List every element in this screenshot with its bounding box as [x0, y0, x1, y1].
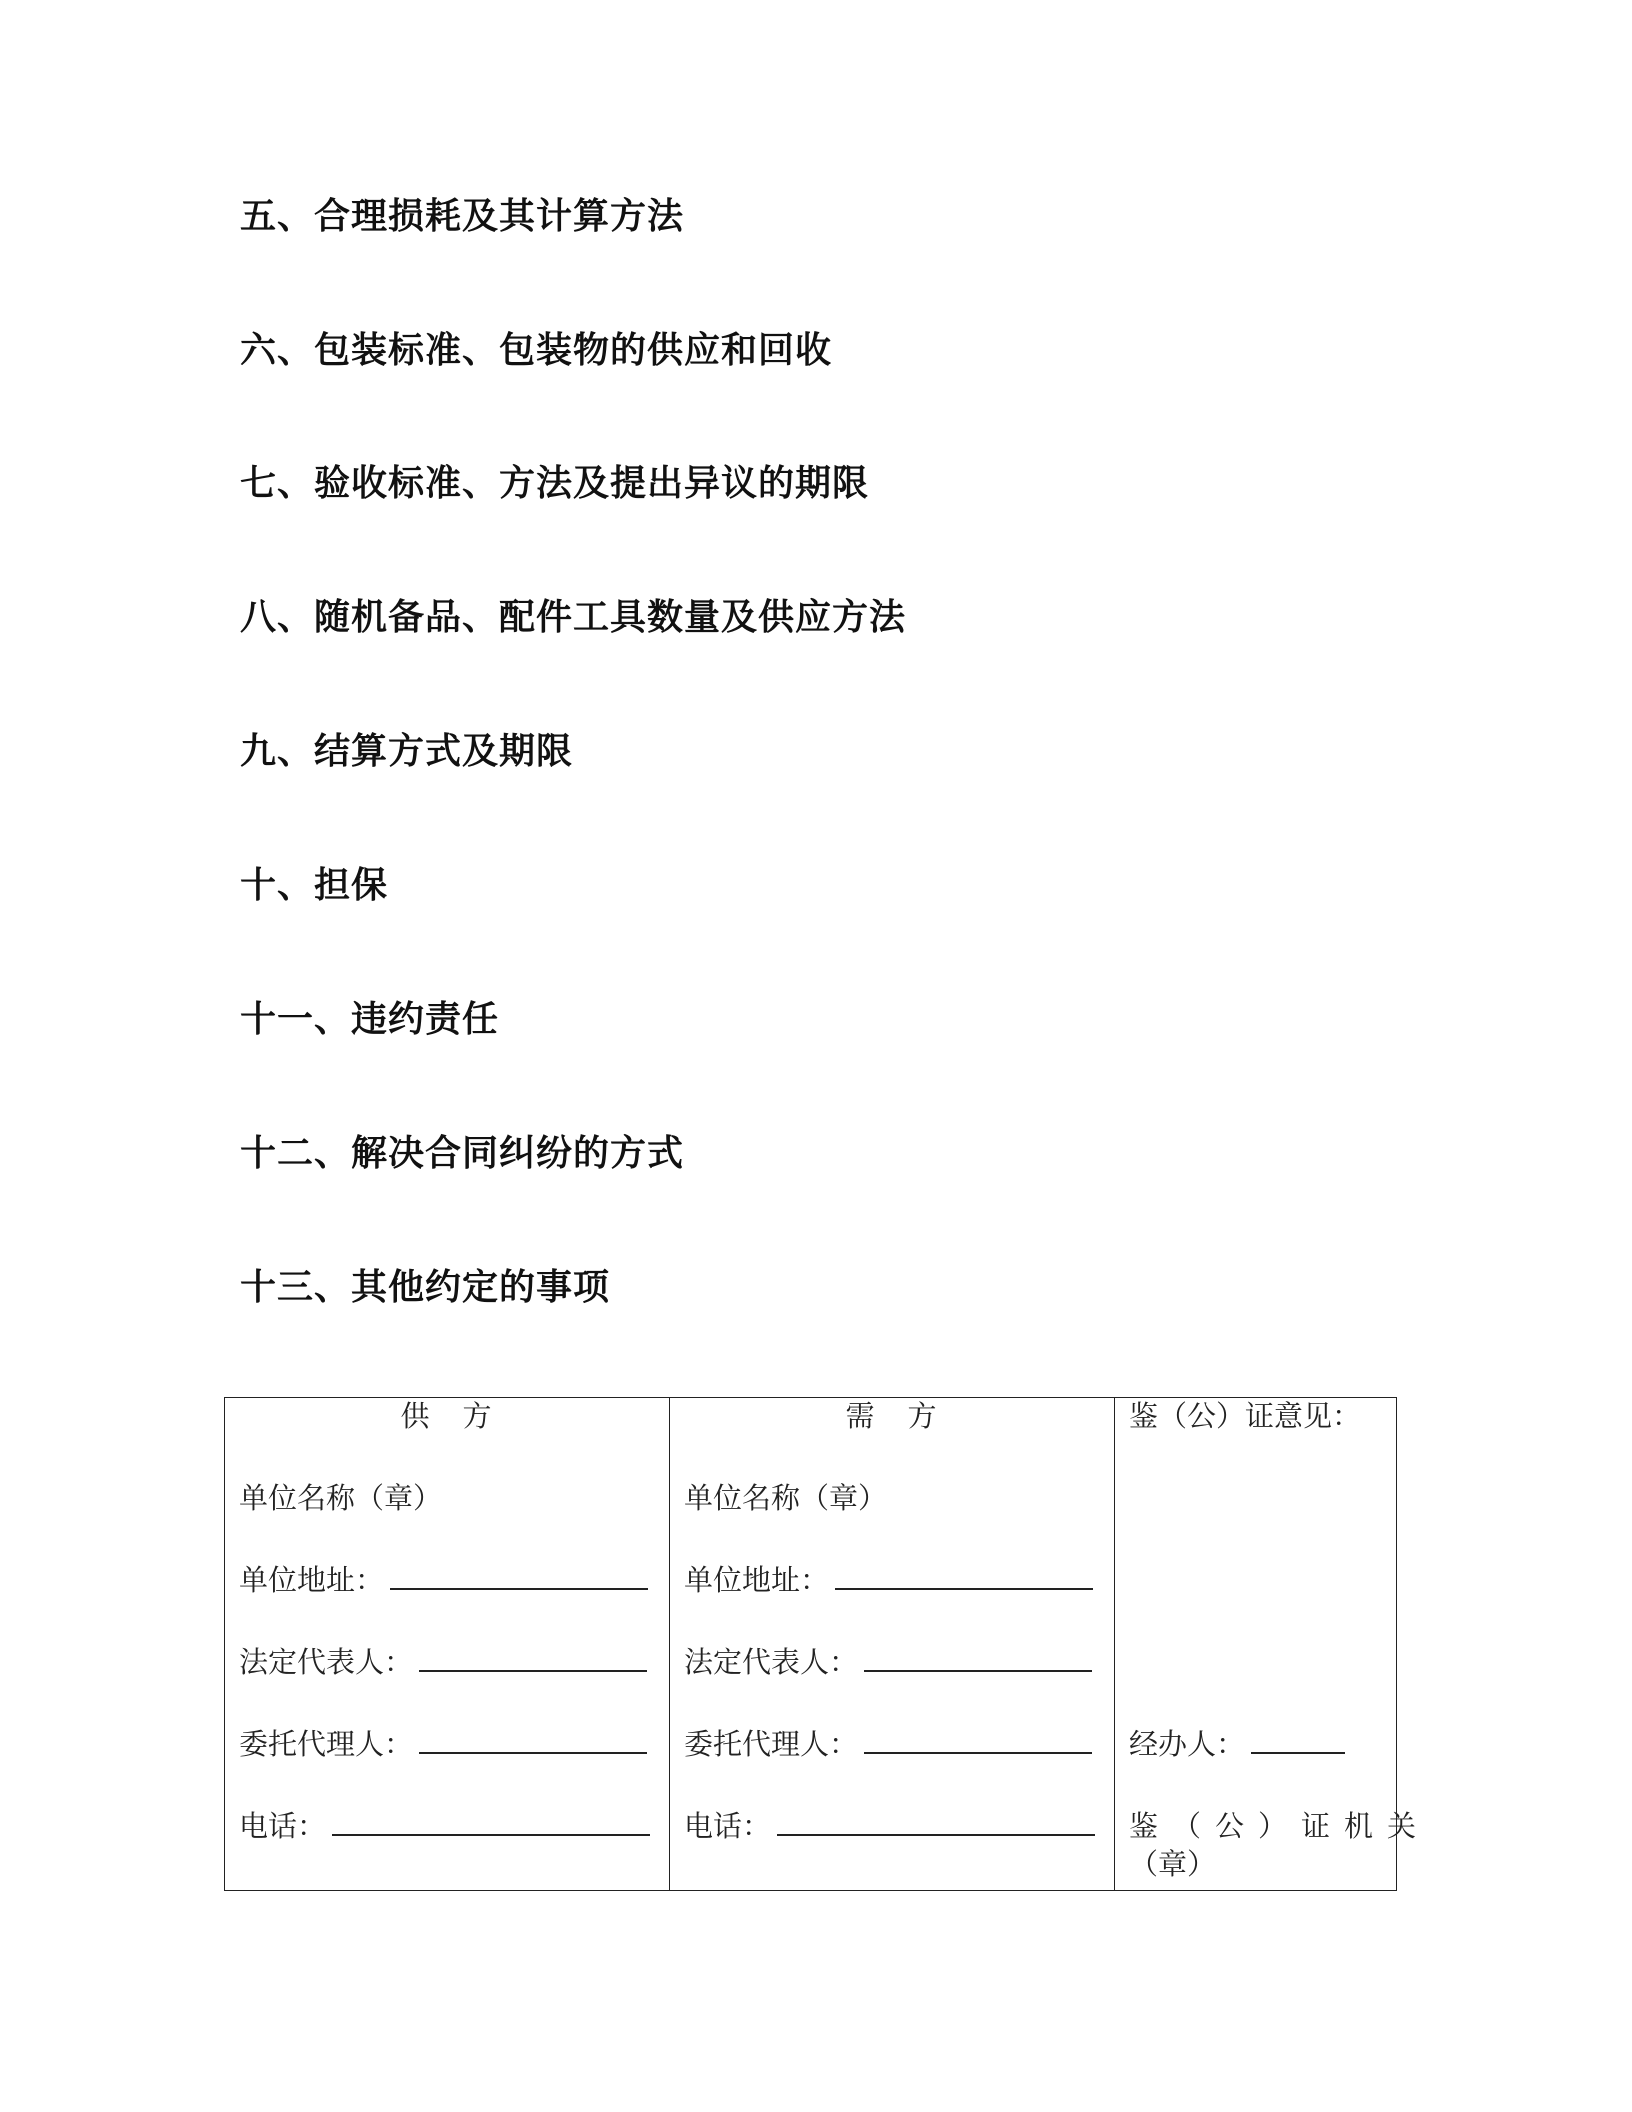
buyer-agent-label: 委托代理人： [684, 1727, 859, 1761]
section-heading-10: 十、担保 [240, 865, 389, 906]
buyer-legal-rep-field[interactable] [864, 1644, 1092, 1672]
supplier-cell [225, 1398, 670, 1891]
buyer-phone-row [684, 1808, 1095, 1844]
notary-seal-label: 鉴（公）证机关 [1129, 1809, 1431, 1843]
signature-table [224, 1397, 1431, 1891]
notary-seal-label-2: （章） [1129, 1847, 1217, 1881]
section-heading-8: 八、随机备品、配件工具数量及供应方法 [240, 597, 907, 638]
buyer-address-label: 单位地址： [684, 1563, 830, 1597]
section-heading-13: 十三、其他约定的事项 [240, 1267, 611, 1308]
buyer-phone-field[interactable] [777, 1808, 1095, 1836]
buyer-agent-row [684, 1726, 1092, 1762]
supplier-legal-rep-label: 法定代表人： [239, 1645, 414, 1679]
buyer-name-label: 单位名称（章） [684, 1481, 888, 1515]
supplier-legal-rep-row [239, 1644, 647, 1680]
supplier-agent-label: 委托代理人： [239, 1727, 414, 1761]
supplier-address-label: 单位地址： [239, 1563, 385, 1597]
section-heading-12: 十二、解决合同纠纷的方式 [240, 1133, 685, 1174]
supplier-name-label: 单位名称（章） [239, 1481, 443, 1515]
buyer-phone-label: 电话： [684, 1809, 772, 1843]
buyer-title: 需 方 [845, 1399, 939, 1433]
buyer-legal-rep-label: 法定代表人： [684, 1645, 859, 1679]
section-heading-11: 十一、违约责任 [240, 999, 500, 1040]
notary-cell [1115, 1398, 1431, 1891]
section-heading-5: 五、合理损耗及其计算方法 [240, 196, 685, 237]
buyer-legal-rep-row [684, 1644, 1092, 1680]
supplier-address-row [239, 1562, 648, 1598]
supplier-title: 供 方 [400, 1399, 494, 1433]
buyer-agent-field[interactable] [864, 1726, 1092, 1754]
supplier-phone-field[interactable] [332, 1808, 650, 1836]
supplier-agent-field[interactable] [419, 1726, 647, 1754]
notary-handler-field[interactable] [1251, 1726, 1345, 1754]
section-heading-6: 六、包装标准、包装物的供应和回收 [240, 330, 833, 371]
supplier-legal-rep-field[interactable] [419, 1644, 647, 1672]
buyer-address-row [684, 1562, 1093, 1598]
buyer-cell [670, 1398, 1115, 1891]
supplier-phone-label: 电话： [239, 1809, 327, 1843]
section-heading-9: 九、结算方式及期限 [240, 731, 574, 772]
supplier-address-field[interactable] [390, 1562, 648, 1590]
supplier-phone-row [239, 1808, 650, 1844]
supplier-agent-row [239, 1726, 647, 1762]
notary-handler-row [1129, 1726, 1345, 1762]
section-heading-7: 七、验收标准、方法及提出异议的期限 [240, 463, 870, 504]
buyer-address-field[interactable] [835, 1562, 1093, 1590]
notary-handler-label: 经办人： [1129, 1727, 1246, 1761]
notary-opinion-label: 鉴（公）证意见： [1129, 1399, 1362, 1433]
